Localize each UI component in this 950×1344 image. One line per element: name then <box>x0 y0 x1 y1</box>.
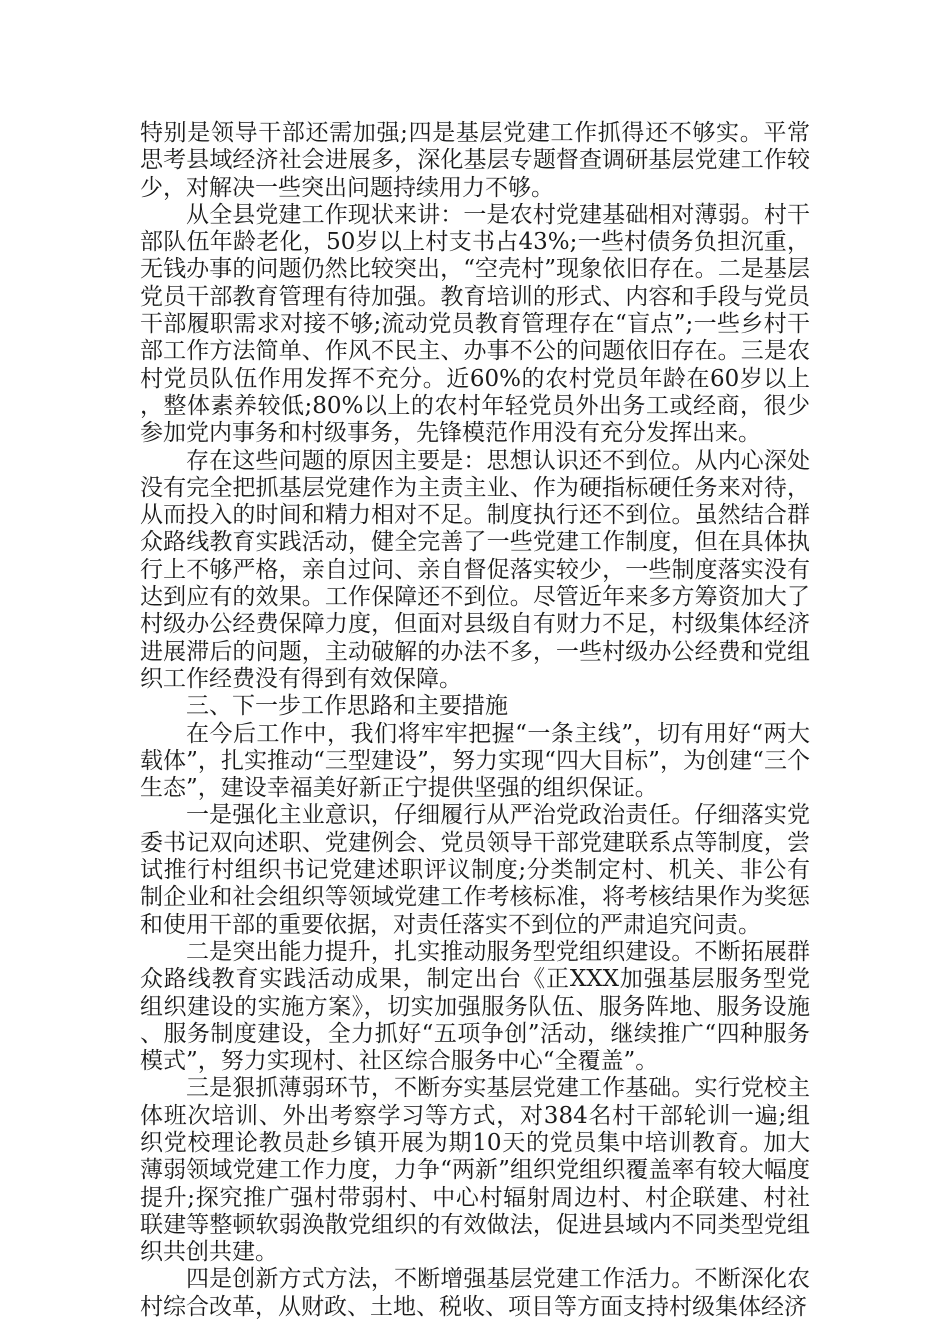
section-heading-next-steps: 三、下一步工作思路和主要措施 <box>186 693 508 720</box>
paragraph-measure-four: 四是创新方式方法，不断增强基层党建工作活力。不断深化农村综合改革，从财政、土地、税收、项目等方面支持村级集体经济 <box>140 1266 810 1320</box>
paragraph-measure-two: 二是突出能力提升，扎实推动服务型党组织建设。不断拓展群众路线教育实践活动成果，制定出台《正XXX加强基层服务型党组织建设的实施方案》，切实加强服务队伍、服务阵地、服务设施、服务制度建设，全力抓好“五项争创”活动，继续推广“四种服务模式”，努力实现村、社区综合服务中心“全覆盖”。 <box>140 938 810 1075</box>
paragraph-county-status: 从全县党建工作现状来讲：一是农村党建基础相对薄弱。村干部队伍年龄老化，50岁以上村支书占43%;一些村债务负担沉重，无钱办事的问题仍然比较突出，“空壳村”现象依旧存在。二是基层党员干部教育管理有待加强。教育培训的形式、内容和手段与党员干部履职需求对接不够;流动党员教育管理存在“盲点”;一些乡村干部工作方法简单、作风不民主、办事不公的问题依旧存在。三是农村党员队伍作用发挥不充分。近60%的农村党员年龄在60岁以上，整体素养较低;80%以上的农村年轻党员外出务工或经商，很少参加党内事务和村级事务，先锋模范作用没有充分发挥出来。 <box>140 201 810 447</box>
paragraph-measure-three: 三是狠抓薄弱环节，不断夯实基层党建工作基础。实行党校主体班次培训、外出考察学习等方式，对384名村干部轮训一遍;组织党校理论教员赴乡镇开展为期10天的党员集中培训教育。加大薄弱领域党建工作力度，力争“两新”组织党组织覆盖率有较大幅度提升;探究推广强村带弱村、中心村辐射周边村、村企联建、村社联建等整顿软弱涣散党组织的有效做法，促进县域内不同类型党组织共创共建。 <box>140 1075 810 1266</box>
paragraph-causes: 存在这些问题的原因主要是：思想认识还不到位。从内心深处没有完全把抓基层党建作为主责主业、作为硬指标硬任务来对待，从而投入的时间和精力相对不足。制度执行还不到位。虽然结合群众路线教育实践活动，健全完善了一些党建工作制度，但在具体执行上不够严格，亲自过问、亲自督促落实较少，一些制度落实没有达到应有的效果。工作保障还不到位。尽管近年来多方筹资加大了村级办公经费保障力度，但面对县级自有财力不足，村级集体经济进展滞后的问题，主动破解的办法不多，一些村级办公经费和党组织工作经费没有得到有效保障。 <box>140 447 810 692</box>
paragraph-overall-plan: 在今后工作中，我们将牢牢把握“一条主线”，切有用好“两大载体”，扎实推动“三型建设”，努力实现“四大目标”，为创建“三个生态”，建设幸福美好新正宁提供坚强的组织保证。 <box>140 720 810 802</box>
document-page <box>140 120 810 1321</box>
paragraph-continuation: 特别是领导干部还需加强;四是基层党建工作抓得还不够实。平常思考县域经济社会进展多，深化基层专题督查调研基层党建工作较少，对解决一些突出问题持续用力不够。 <box>140 120 810 201</box>
paragraph-measure-one: 一是强化主业意识，仔细履行从严治党政治责任。仔细落实党委书记双向述职、党建例会、党员领导干部党建联系点等制度，尝试推行村组织书记党建述职评议制度;分类制定村、机关、非公有制企业和社会组织等领域党建工作考核标准，将考核结果作为奖惩和使用干部的重要依据，对责任落实不到位的严肃追究问责。 <box>140 802 810 938</box>
